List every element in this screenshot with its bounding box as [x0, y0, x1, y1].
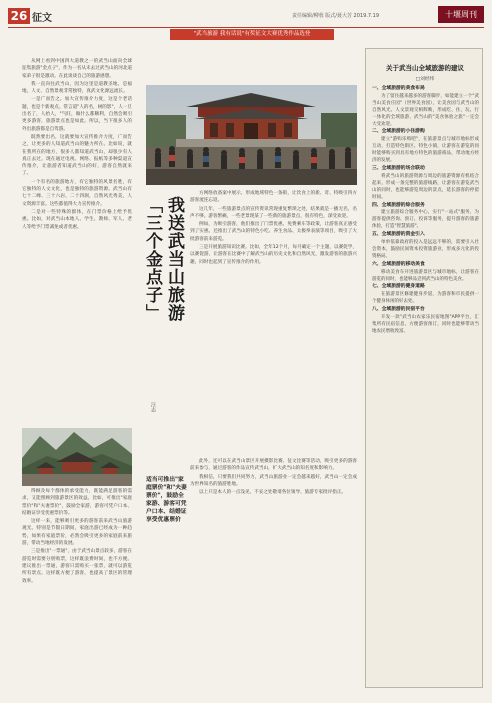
- sidebar-byline: □刘经纬: [415, 77, 435, 82]
- paragraph: 三是推出"一票通"，由于武当山景点较多，游客在游览时需要分别购票，这样既浪费时间，也不方便。建议推出一票通，游客只需购买一张票，就可以游览所有景点。这样既方便了游客，也提高了景区的管理效率。: [22, 549, 132, 584]
- sidebar-paragraph: 建立"游购乐购吧"，在旅游景点与城市地标形成互动，打造特色街区、特色小镇，让游客在游览的同时能够购买到具有地方特色的旅游商品，带动地方经济的发展。: [372, 137, 479, 164]
- sidebar-section-heading: 五、全域旅游的资金引入: [372, 232, 425, 238]
- article-column-2-bottom: [190, 458, 357, 694]
- paragraph: 一是广而告之。加大宣传推介力度，这是个老话题，也是个新观点。常言道"人的名，树的影"，人一旦出名了，人抬人，"气旺，做什么都顺利，自然会吸引更多游客，旅游景点也是如此。所以，当下很多人的外出旅游都是自驾游。: [22, 97, 132, 132]
- paragraph: 例如，为吸引游客，他们推出了门票优惠、免费乘车等政策，让游客真正感受到了实惠。还推出了武当山的特色小吃、养生食品、太极拳表演等项目，吸引了大批游客前来游览。: [190, 222, 357, 242]
- paragraph: 得顾及每个群体的承受能力，既能满足游客的需求，又能照顾到旅游景区的效益。比如，可推出"家庭票价"和"夫妻票价"，鼓励全家游，游客可凭户口本、结婚证享受优惠票价等。: [22, 489, 132, 516]
- paragraph: 一个有名的旅游地方，有它独特的风景名胜，有它独特的人文文化，也是独特的旅游资源。武当山有七十二峰、三十六岩、二十四涧，自然风光秀美，人文资源丰富。这些都值得大力宣传推介。: [22, 179, 132, 207]
- paragraph: 从网上看到中国四大道教之一的武当山面向全球征集旅游"金点子"，作为一名从未去过武当山的河北道家弟子很是激动。在此谈谈自己的旅游感想。: [22, 59, 132, 79]
- sidebar-section-heading: 八、全域旅游的民宿平台: [372, 307, 425, 313]
- sidebar-section-heading: 二、全域旅游的小住游购: [372, 129, 425, 135]
- sidebar-paragraph: 为了留住越来越多的游客脚步，如能建立一个"武当山美食庄园"（世界美食园），让美食园与武当山的自然风光、人文景观交相辉映，形成吃、住、玩、行一体化的全域旅游，武当山的"美食体验之旅"一定会大受欢迎。: [372, 93, 479, 127]
- page-number: 26: [8, 8, 30, 24]
- paragraph: 这几年，一些旅游景点的宣传资讯常现重复繁琐之处，结果就是一播无名，名声不够。游客繁痛，一些老景现某了一些新的旅游景点，很有特色，深受欢迎。: [190, 206, 357, 219]
- paragraph: 我相信，只要我们共同努力，武当山旅游业一定会越来越好，武当山一定会成为世界知名的旅游胜地。: [190, 474, 357, 487]
- author-name: 汪志: [150, 402, 156, 412]
- sidebar-article: [365, 48, 483, 688]
- temple-crowd-photo: [146, 85, 357, 185]
- header-rule: [8, 27, 484, 28]
- page-header: [0, 0, 492, 30]
- sidebar-section-heading: 四、全域旅游的综合服务: [372, 202, 425, 208]
- mountain-temple-photo: [22, 428, 132, 486]
- sidebar-section-heading: 三、全域旅游的场合联动: [372, 165, 425, 171]
- sidebar-section-heading: 七、全域旅游的健身道路: [372, 284, 425, 290]
- title-line-1: 我送武当山旅游: [164, 196, 184, 322]
- sidebar-body: [372, 85, 479, 683]
- paragraph: 方网络放备案中展示，形成地域特色一条街，让饮食上的新、奇、特吸引四方游客流连忘返。: [190, 191, 357, 204]
- sidebar-paragraph: 在旅游景区修建健身步道，为游客和市民提供一个健身休闲的好去处。: [372, 292, 479, 305]
- sidebar-paragraph: 单单依靠政府的投入是远远不够的，需要引入社会资本，鼓励民间资本投资旅游业，形成多元化的投资格局。: [372, 240, 479, 259]
- contest-banner: "武当旅游 我有话说"有奖征文大赛优秀作品选登: [170, 29, 334, 40]
- paragraph: 三是开展旅游知识比赛。比如，全年12个月，每月确定一个主题，以赛促学，以赛促游，让游客在比赛中了解武当山的历史文化和自然风光，激发游客的旅游兴趣，同时也起到了宣传推介的作用。: [190, 245, 357, 265]
- paragraph: 这样一来，能够吸引更多的游客前来武当山旅游观光。特别是节假日期间，家庭出游已经成为一种趋势，如果有家庭票价，必然会吸引更多的家庭前来旅游，带动当地经济的发展。: [22, 519, 132, 547]
- editor-credits: 责任编辑/柳蓉 版式/聂大芳 2019.7.19: [292, 13, 379, 19]
- sidebar-title: 关于武当山全域旅游的建议: [386, 64, 464, 72]
- article-title: [142, 196, 186, 364]
- masthead-brand: 十堰周刊: [438, 6, 484, 23]
- article-column-2-top: [190, 190, 357, 458]
- article-column-1: [22, 58, 132, 428]
- sidebar-paragraph: 移动美食车开进旅游景区与城市地标，让游客在游览的同时，也能够品尝到武当山的特色美食。: [372, 269, 479, 282]
- paragraph: 二是对一些特殊的群体，在门票价格上给予优惠。比如，对武当山本地人、学生、教师、军人、老人等给予门票减免或者优惠。: [22, 209, 132, 230]
- sidebar-paragraph: 将武当山的旅游资源与周边的旅游资源有机结合起来，形成一条完整的旅游线路，让游客在游览武当山的同时，也能够游览周边的景点，延长游客的停留时间。: [372, 173, 479, 200]
- pull-quote: 适当可推出"家庭票价"和"夫妻票价"，鼓励全家游、游客可凭户口本、结婚证享受优惠票价: [146, 477, 187, 523]
- paragraph: 以上只是本人的一点浅见，不妥之处敬请各位领导、旅游专家批评指正。: [199, 490, 347, 496]
- article-column-1-bottom: [22, 488, 132, 693]
- paragraph: 我一直向往武当山，因为这里是道教圣地、是福地，人文、自然景观非常独特，真武文化源远流长。: [22, 81, 132, 95]
- paragraph: 此外，还可以在武当山景区开展摄影比赛、征文比赛等活动，吸引更多的游客前来参与，通过游客的作品宣传武当山，扩大武当山的知名度和影响力。: [190, 459, 357, 472]
- section-label: 征文: [32, 13, 52, 24]
- sidebar-section-heading: 一、全域旅游的美食布局: [372, 86, 425, 91]
- sidebar-paragraph: 建立旅游综合服务中心，实行"一站式"服务，为游客提供咨询、预订、投诉等服务，提升游客的旅游体验，打造"智慧旅游"。: [372, 210, 479, 230]
- sidebar-paragraph: 开发一款"武当山农家乐民宿地图"APP平台，汇集所有民宿信息，方便游客预订，同时也能够带动当地农民增收致富。: [372, 315, 479, 334]
- paragraph: 既然要出名，这就要加大宣传推介力度，广而告之，让更多的人知道武当山的魅力所在。比如说，就在我所在的地方，很多人都知道武当山，却很少有人真正去过。现在通过电视、网络、报纸等多种渠道宣传推介，让旅游者知道武当山的好，游客自然就来了。: [22, 134, 132, 177]
- title-line-2: 「三个金点子」: [142, 196, 162, 322]
- sidebar-section-heading: 六、全域旅游的移动美食: [372, 261, 425, 267]
